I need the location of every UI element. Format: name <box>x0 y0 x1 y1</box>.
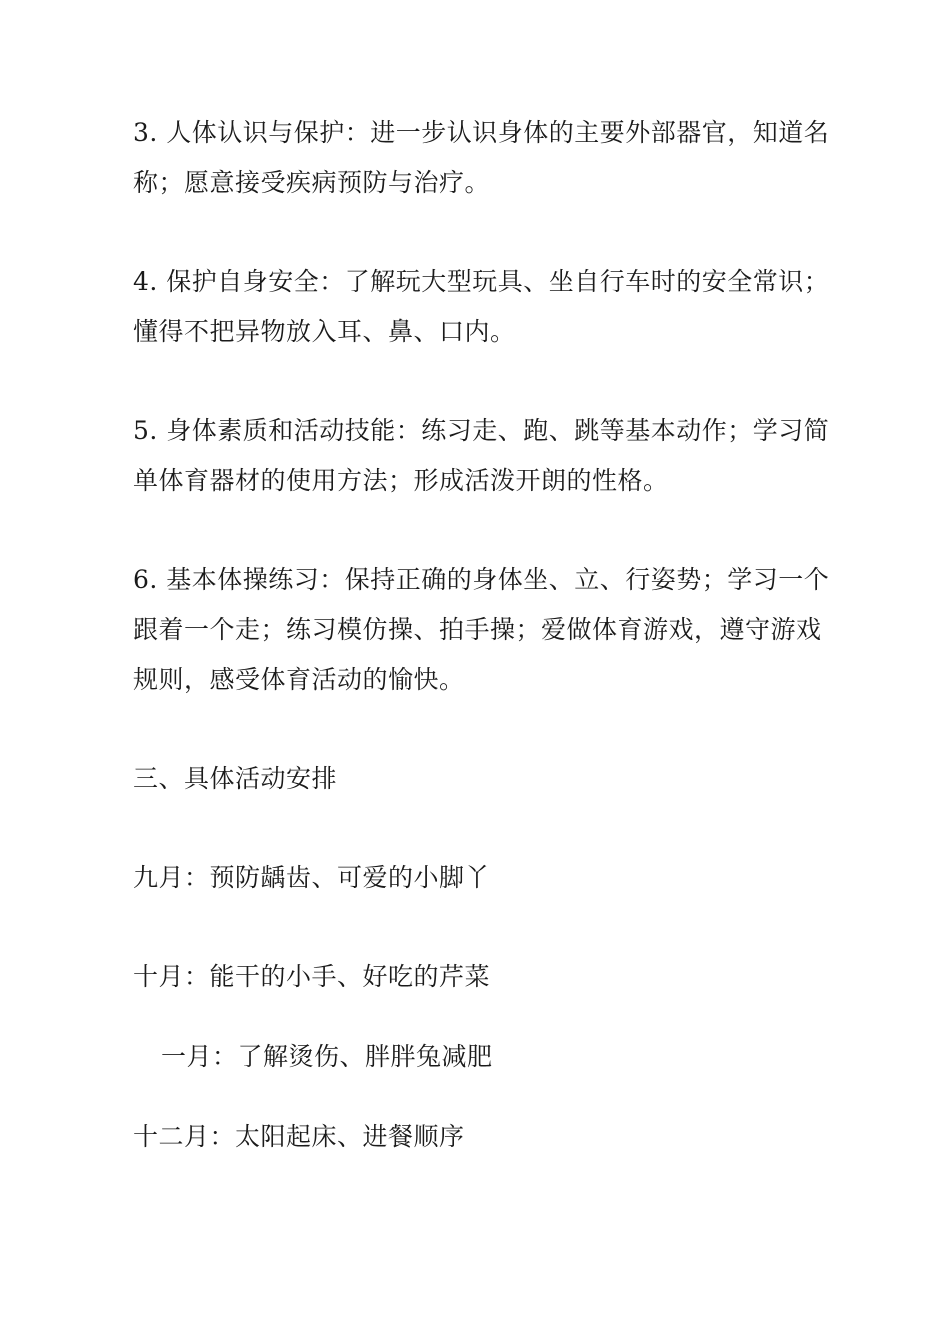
document-page <box>133 108 833 1162</box>
paragraph-item-6: 6. 基本体操练习：保持正确的身体坐、立、行姿势；学习一个跟着一个走；练习模仿操、拍手操；爱做体育游戏，遵守游戏规则，感受体育活动的愉快。 <box>133 565 830 694</box>
paragraph-item-5: 5. 身体素质和活动技能：练习走、跑、跳等基本动作；学习简单体育器材的使用方法；形成活泼开朗的性格。 <box>133 416 830 495</box>
schedule-december: 十二月：太阳起床、进餐顺序 <box>133 1122 465 1151</box>
paragraph-item-3: 3. 人体认识与保护：进一步认识身体的主要外部器官，知道名称；愿意接受疾病预防与治疗。 <box>133 118 830 197</box>
schedule-october: 十月：能干的小手、好吃的芹菜 <box>133 962 491 991</box>
section-heading: 三、具体活动安排 <box>133 764 338 793</box>
schedule-september: 九月：预防龋齿、可爱的小脚丫 <box>133 863 491 892</box>
paragraph-item-4: 4. 保护自身安全：了解玩大型玩具、坐自行车时的安全常识；懂得不把异物放入耳、鼻、口内。 <box>133 267 830 346</box>
schedule-january: 一月：了解烫伤、胖胖兔减肥 <box>161 1042 493 1071</box>
